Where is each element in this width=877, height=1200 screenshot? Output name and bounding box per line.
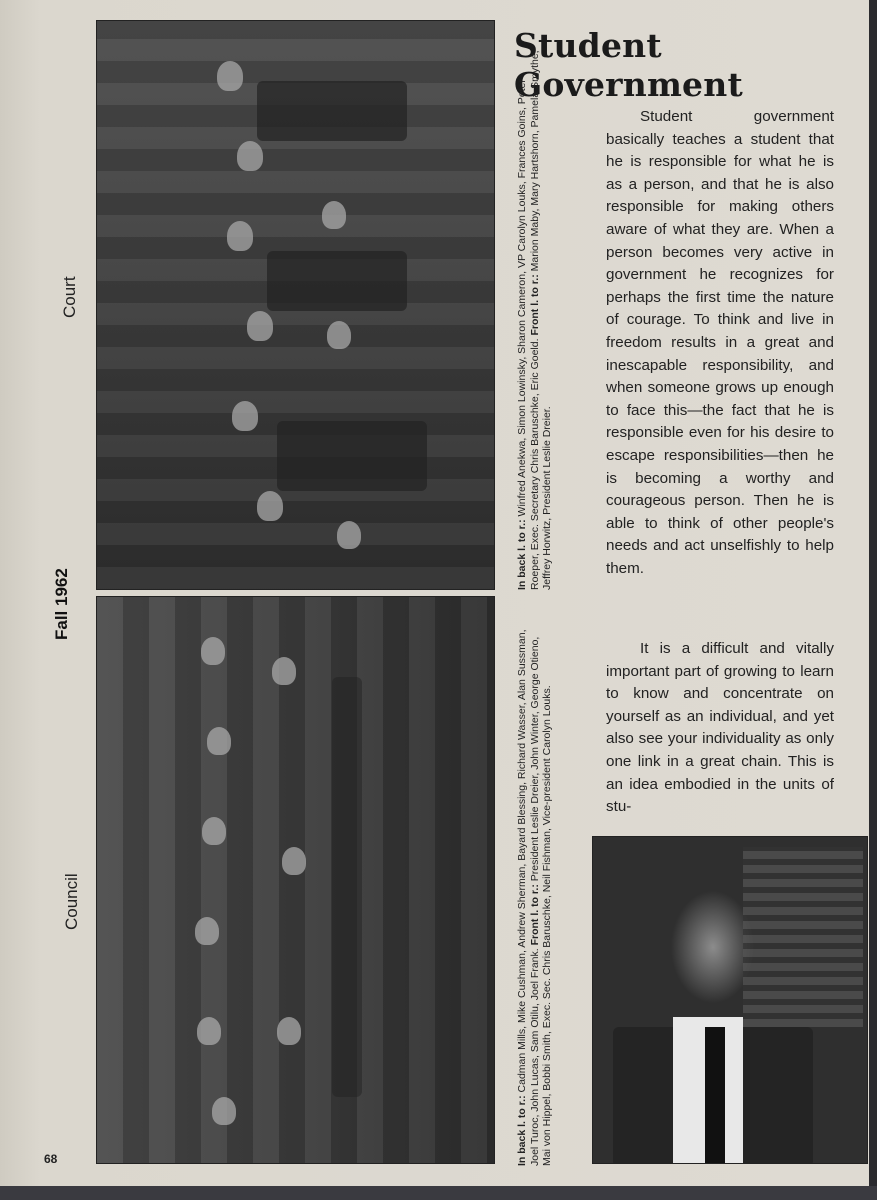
page-edge-shadow: [869, 0, 877, 1200]
court-caption-front-label: Front l. to r.:: [528, 274, 541, 336]
student-portrait-photo: [592, 836, 868, 1164]
body-paragraph-2-text: It is a difficult and vitally important part of growing to learn to know and concentrate on yourself as an individual, and yet also see your individuality as only one link in a great chain. This is an idea embodied in the units of stu-: [606, 640, 834, 816]
council-caption-back: Cadman Mills, Mike Cushman, Andrew Sherman, Bayard Blessing, Richard Wasser, Alan Sussman, Joel Turoc, John Lucas, Sam Otilu, Joel Frank.: [516, 629, 541, 1166]
council-group-photo: [96, 596, 495, 1164]
court-group-photo: [96, 20, 495, 590]
section-label: Fall 1962: [52, 568, 71, 640]
court-caption: [516, 45, 554, 590]
body-paragraph-2: [606, 638, 834, 819]
page-number: 68: [44, 1152, 58, 1166]
court-label: Court: [60, 276, 79, 318]
court-caption-back-label: In back l. to r.:: [516, 519, 528, 590]
council-caption-front-label: Front l. to r.:: [528, 884, 541, 946]
page-bottom-edge: [0, 1186, 877, 1200]
body-paragraph-1: [606, 106, 834, 580]
council-caption-front: President Leslie Dreier, John Winter, George Otieno, Mai von Hippel, Bobbi Smith, Exec. Sec. Chris Baruschke, Neil Fishman, Vice-president Carolyn Louks.: [528, 636, 553, 1166]
page-title: Student Government: [514, 26, 743, 104]
council-caption: [516, 621, 554, 1166]
council-caption-back-label: In back l. to r.:: [516, 1095, 528, 1166]
council-label: Council: [62, 873, 81, 930]
body-paragraph-1-text: Student government basically teaches a student that he is responsible for what he is as a person, and that he is also responsible for making others aware of what they are. When a person becomes very active in government he recognizes for perhaps the first time the nature of courage. To think and live in freedom results in a great and inescapable responsibility, and when someone grows up enough to face this—the fact that he is responsible even for his desire to escape responsibilities—then he is becoming a worthy and courageous person. Then he is able to think of other people's needs and act unselfishly to help them.: [606, 108, 834, 577]
court-caption-back: Winfred Anekwa, Simon Lowinsky, Sharon Cameron, VP Carolyn Louks, Frances Goins, Peter Roeper, Exec. Secretary Chris Baruschke, Eric Goeld.: [516, 79, 541, 590]
court-caption-front: Marion Maby, Mary Hartshorn, Pamela Smythe, Jeffrey Horwitz, President Leslie Dreier.: [528, 50, 553, 590]
